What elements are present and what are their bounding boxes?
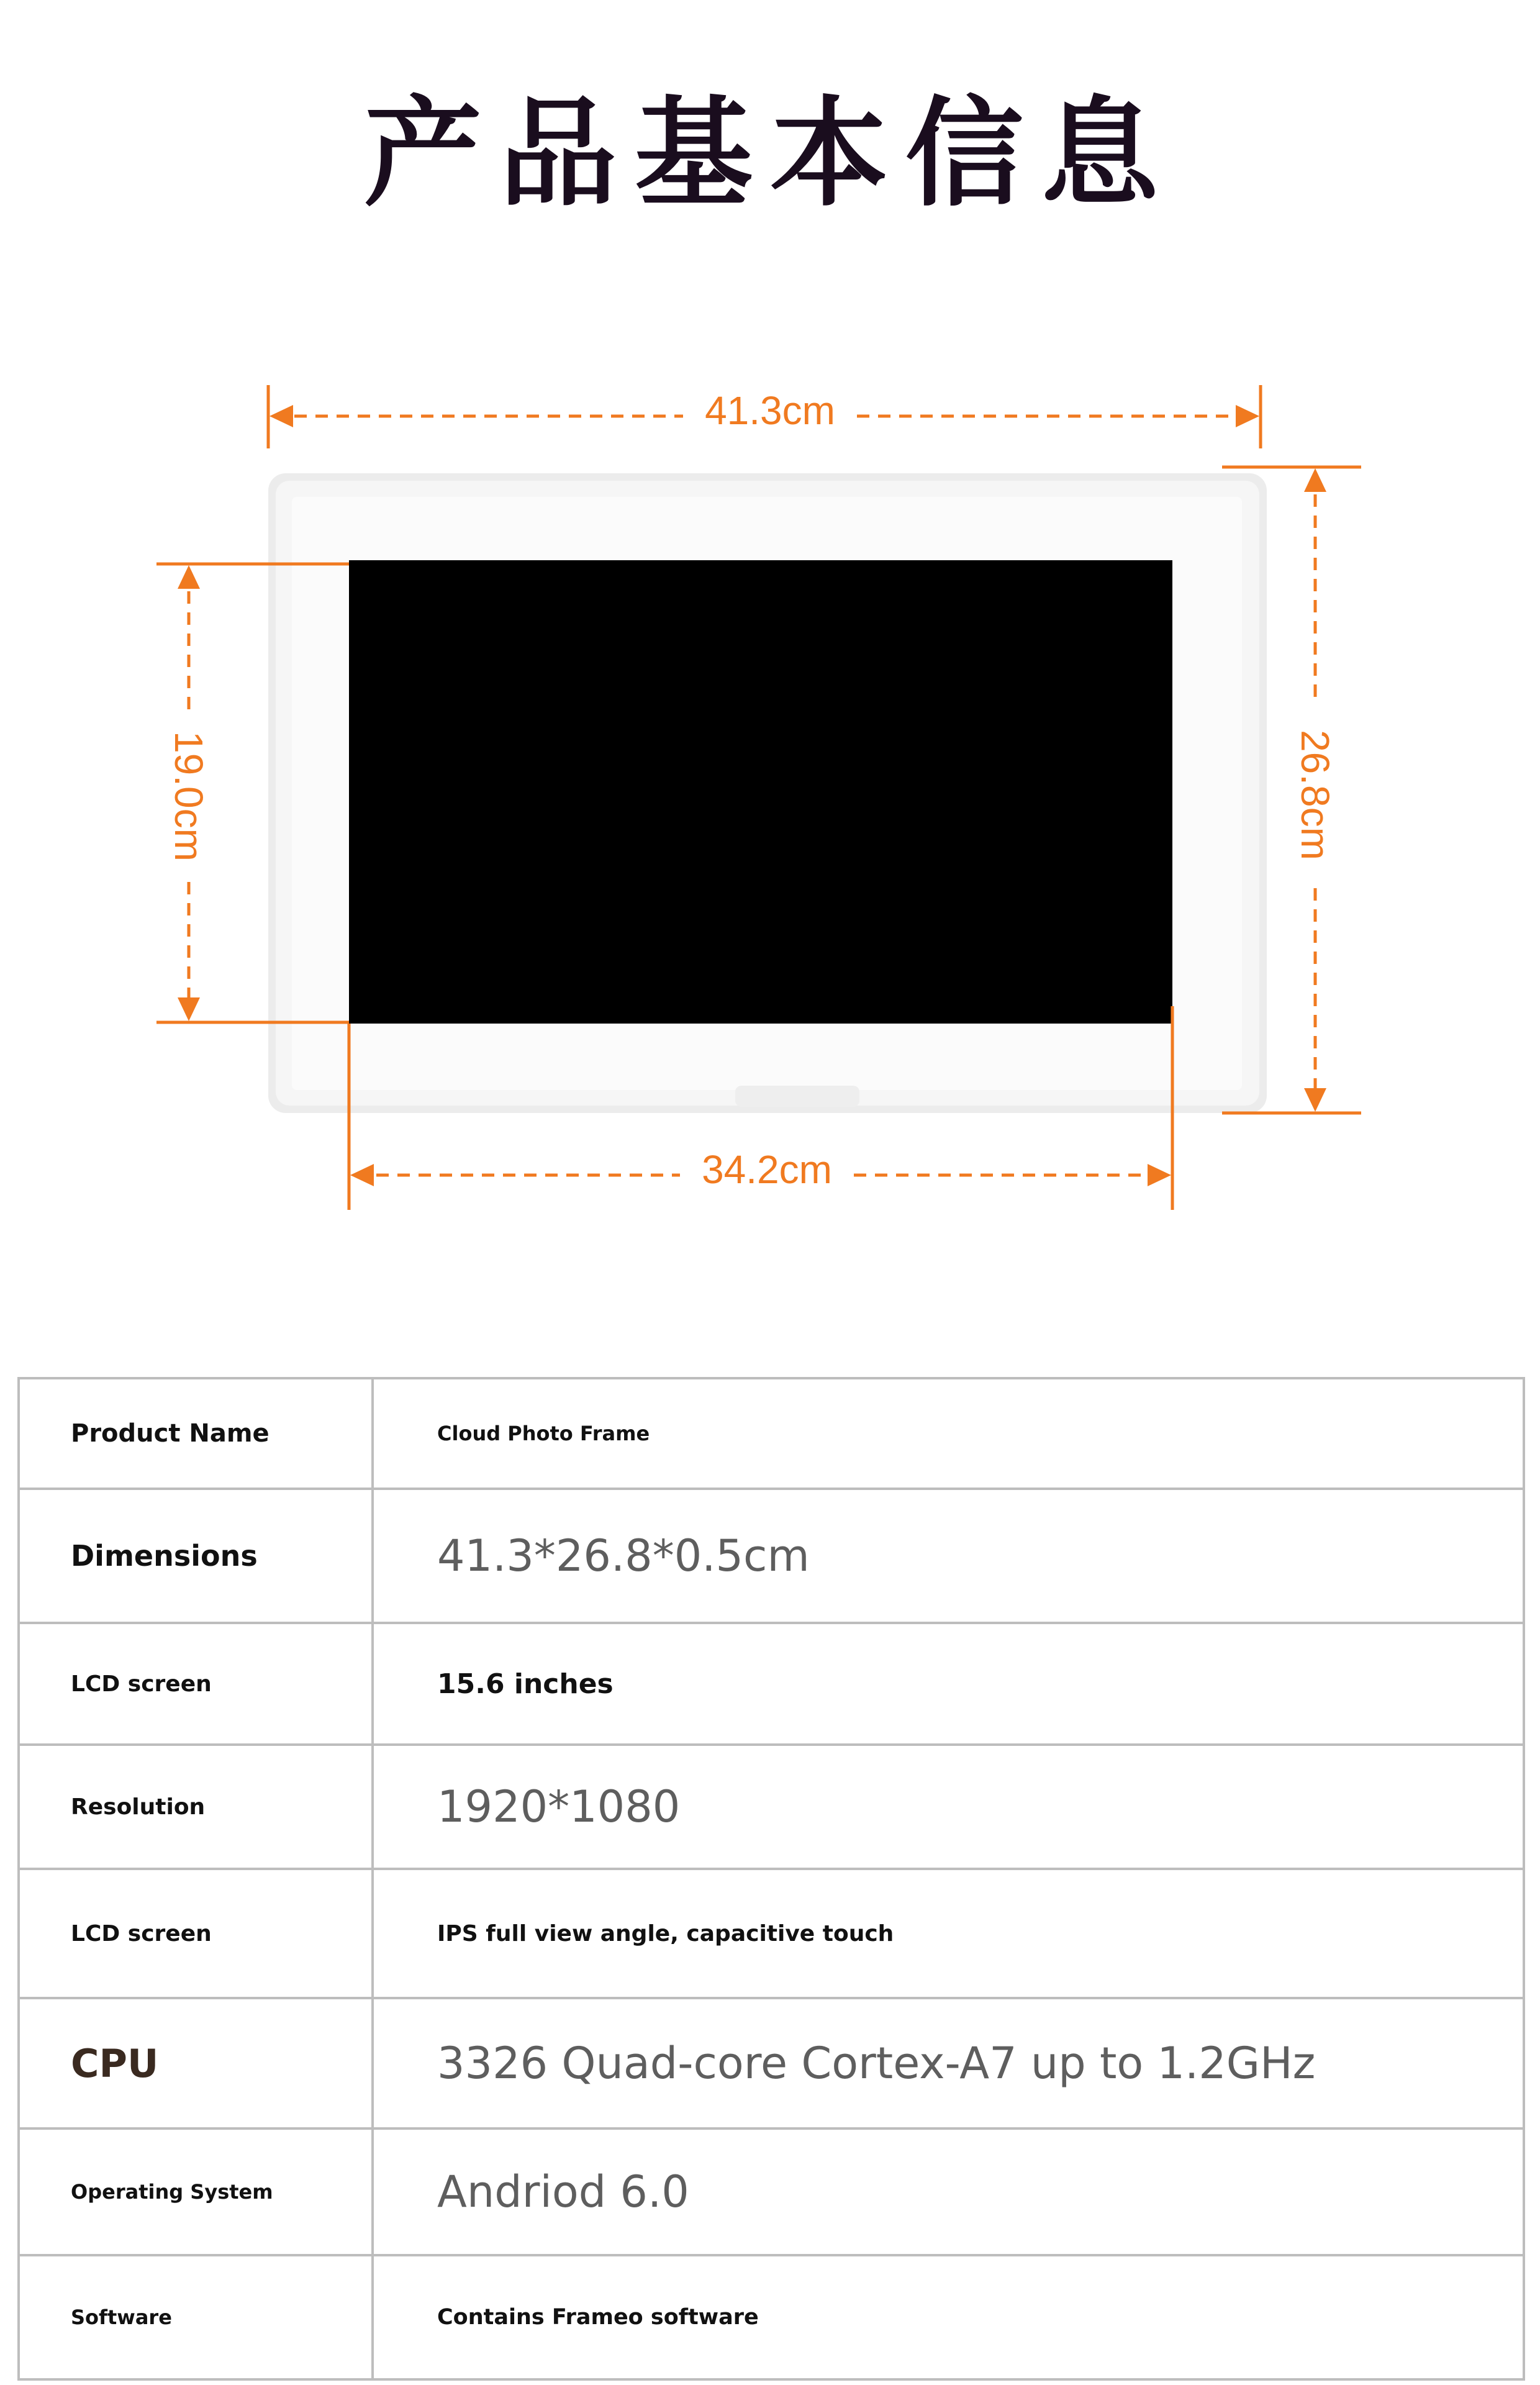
- table-row: [19, 2255, 1524, 2379]
- table-row: [19, 1378, 1524, 1489]
- table-row: [19, 1869, 1524, 1998]
- spec-label-operating-system: Operating System: [19, 2128, 373, 2255]
- spec-label-cpu: CPU: [19, 1998, 373, 2128]
- spec-value-lcd-type: IPS full view angle, capacitive touch: [373, 1869, 1524, 1998]
- dim-total-height-label: 26.8cm: [1293, 730, 1338, 860]
- spec-label-software: Software: [19, 2255, 373, 2379]
- table-row: [19, 2128, 1524, 2255]
- spec-label-dimensions: Dimensions: [19, 1489, 373, 1623]
- spec-label-lcd-screen-2: LCD screen: [19, 1869, 373, 1998]
- photo-frame-device: [268, 473, 1267, 1113]
- spec-label-product-name: Product Name: [19, 1378, 373, 1489]
- spec-table: [17, 1377, 1525, 2381]
- dim-screen-height-label: 19.0cm: [166, 731, 211, 861]
- spec-value-software: Contains Frameo software: [373, 2255, 1524, 2379]
- spec-value-operating-system: Andriod 6.0: [373, 2128, 1524, 2255]
- spec-value-cpu: 3326 Quad-core Cortex-A7 up to 1.2GHz: [373, 1998, 1524, 2128]
- frame-stand-notch: [735, 1086, 859, 1107]
- spec-value-resolution: 1920*1080: [373, 1745, 1524, 1869]
- spec-label-resolution: Resolution: [19, 1745, 373, 1869]
- table-row: [19, 1489, 1524, 1623]
- page-title: 产品基本信息: [363, 85, 1176, 222]
- table-row: [19, 1745, 1524, 1869]
- spec-value-product-name: Cloud Photo Frame: [373, 1378, 1524, 1489]
- dim-screen-width-label: 34.2cm: [702, 1147, 832, 1192]
- spec-value-lcd-size: 15.6 inches: [373, 1623, 1524, 1745]
- spec-value-dimensions: 41.3*26.8*0.5cm: [373, 1489, 1524, 1623]
- spec-label-lcd-screen: LCD screen: [19, 1623, 373, 1745]
- frame-screen: [349, 560, 1172, 1024]
- dim-total-width-label: 41.3cm: [705, 388, 835, 433]
- table-row: [19, 1998, 1524, 2128]
- table-row: [19, 1623, 1524, 1745]
